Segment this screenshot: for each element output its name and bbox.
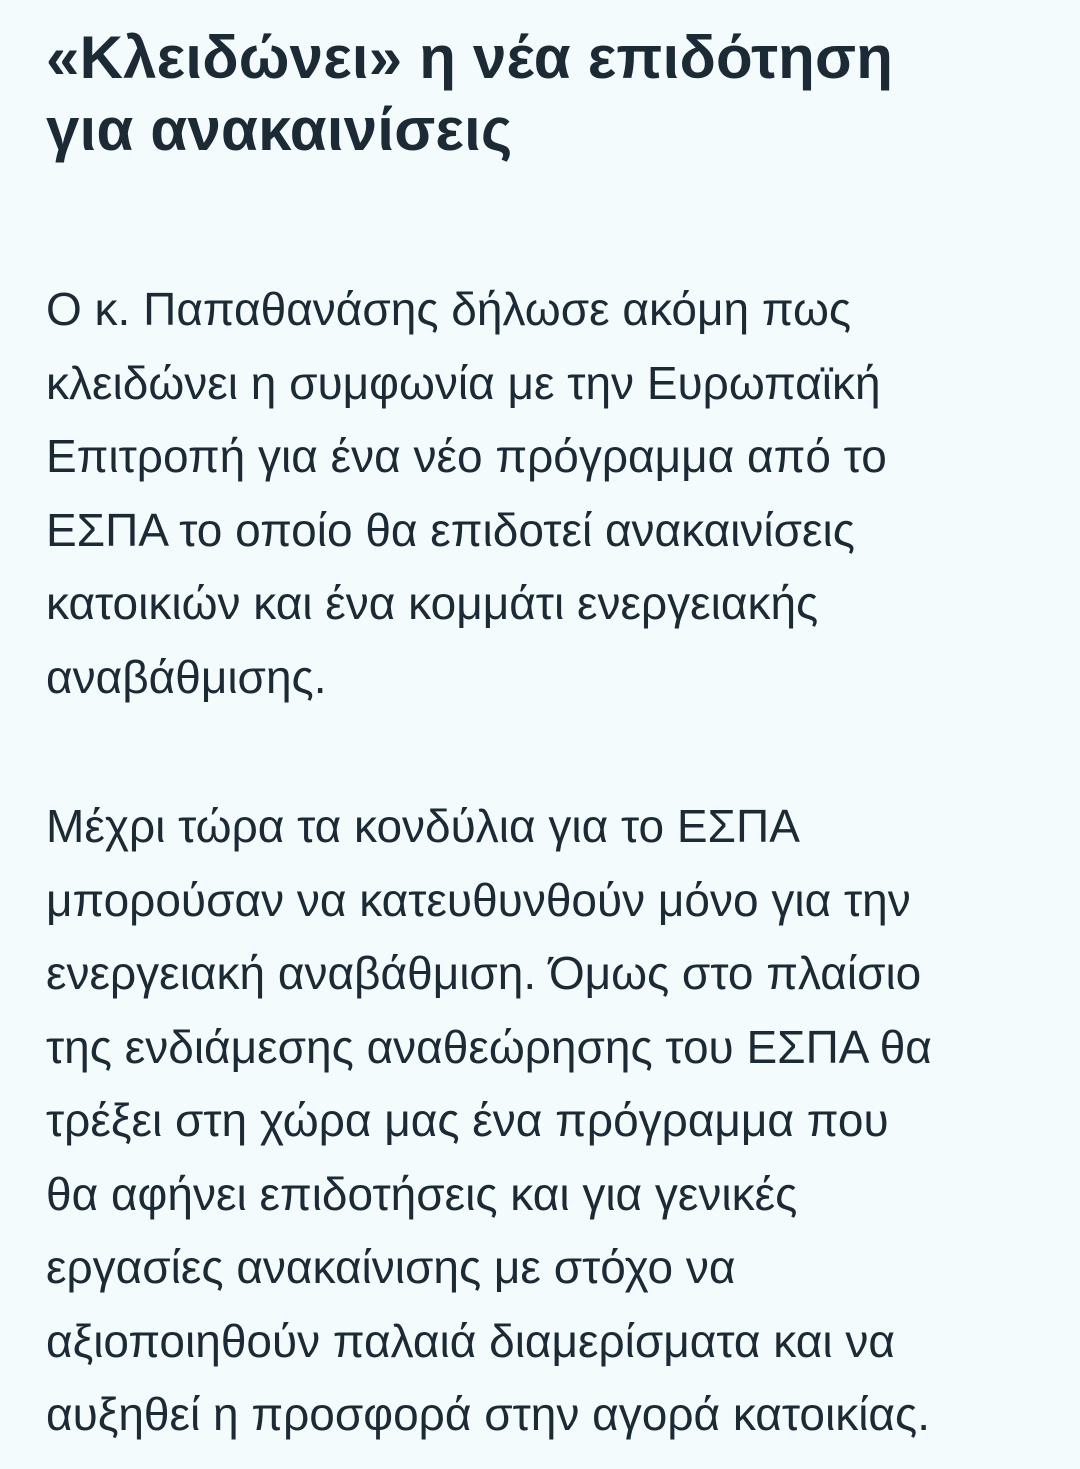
paragraph-line: κατοικιών και ένα κομμάτι ενεργειακής <box>46 577 819 629</box>
paragraph-line: θα αφήνει επιδοτήσεις και για γενικές <box>46 1167 798 1220</box>
paragraph-line: της ενδιάμεσης αναθεώρησης του ΕΣΠΑ θα <box>46 1020 932 1073</box>
headline-line: για ανακαινίσεις <box>46 96 513 163</box>
headline-line: «Κλειδώνει» η νέα επιδότηση <box>46 24 894 91</box>
paragraph-line: τρέξει στη χώρα μας ένα πρόγραμμα που <box>46 1094 889 1146</box>
paragraph-line: αναβάθμισης. <box>46 650 327 703</box>
paragraph-line: κλειδώνει η συμφωνία με την Ευρωπαϊκή <box>46 356 881 409</box>
paragraph-line: μπορούσαν να κατευθυνθούν μόνο για την <box>46 873 911 926</box>
paragraph-line: ΕΣΠΑ το οποίο θα επιδοτεί ανακαινίσεις <box>46 503 855 556</box>
paragraph-line: Ο κ. Παπαθανάσης δήλωσε ακόμη πως <box>46 283 852 335</box>
paragraph-line: Επιτροπή για ένα νέο πρόγραμμα από το <box>46 430 887 482</box>
article-headline <box>46 22 1040 166</box>
paragraph-line: εργασίες ανακαίνισης με στόχο να <box>46 1241 736 1293</box>
paragraph-line: αξιοποιηθούν παλαιά διαμερίσματα και να <box>46 1314 895 1367</box>
article-paragraph-1 <box>46 273 887 714</box>
paragraph-line: Μέχρι τώρα τα κονδύλια για το ΕΣΠΑ <box>46 800 800 852</box>
paragraph-line: αυξηθεί η προσφορά στην αγορά κατοικίας. <box>46 1388 930 1440</box>
article-paragraph-2 <box>46 790 932 1452</box>
paragraph-line: ενεργειακή αναβάθμιση. Όμως στο πλαίσιο <box>46 947 922 999</box>
